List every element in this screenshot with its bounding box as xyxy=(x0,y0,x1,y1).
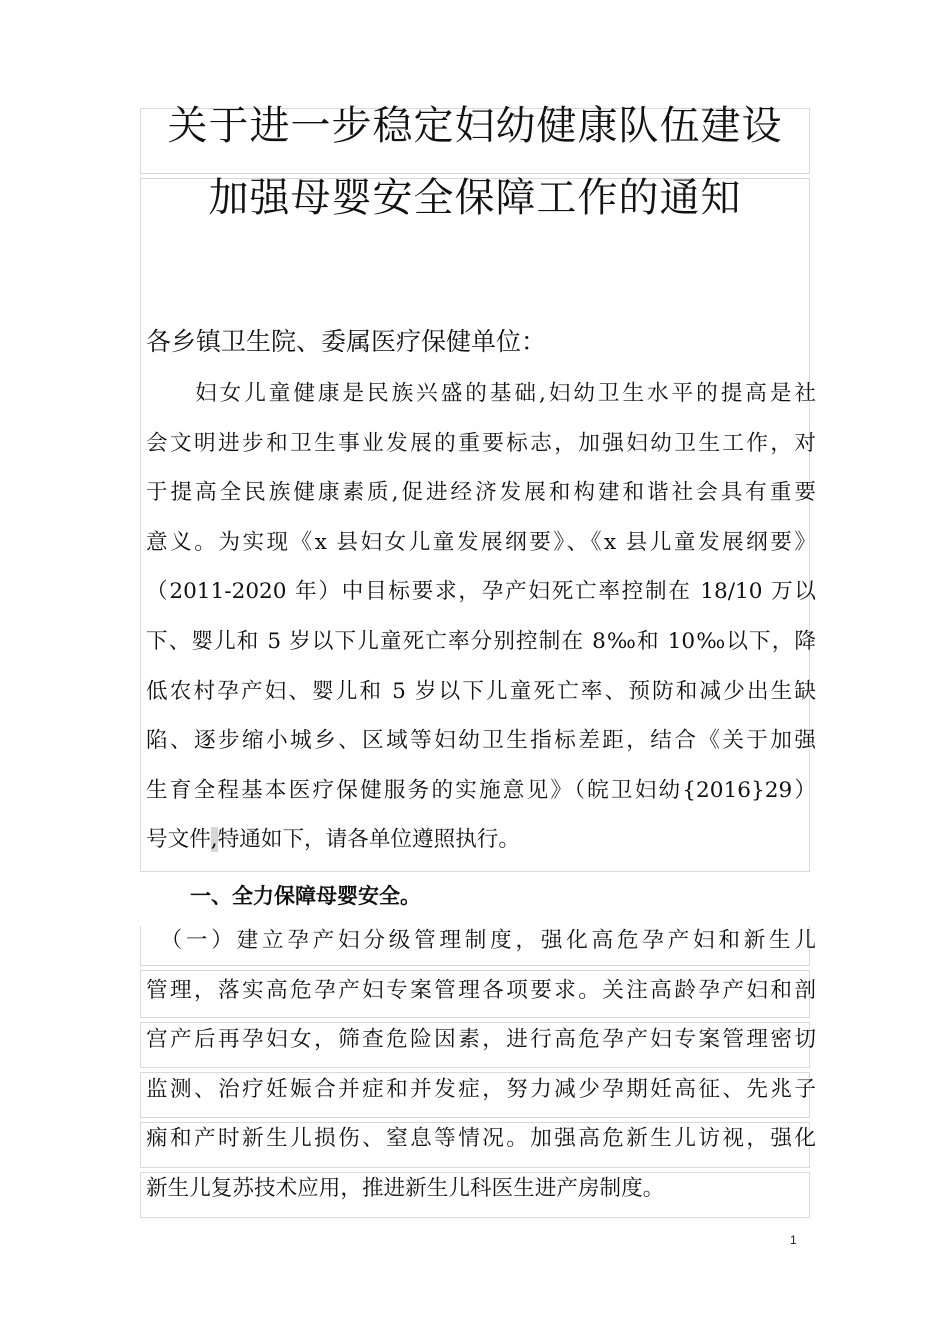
paragraph-line: 低农村孕产妇、婴儿和 5 岁以下儿童死亡率、预防和减少出生缺 xyxy=(146,678,816,704)
paragraph-line: （2011-2020 年）中目标要求，孕产妇死亡率控制在 18/10 万以 xyxy=(146,579,816,605)
paragraph-line: 管理，落实高危孕产妇专案管理各项要求。关注高龄孕产妇和剖 xyxy=(146,977,816,1003)
text-run: 特通如下，请各单位遵照执行。 xyxy=(217,827,520,853)
paragraph-line: 痫和产时新生儿损伤、窒息等情况。加强高危新生儿访视，强化 xyxy=(146,1126,816,1152)
paragraph-line: 意义。为实现《x 县妇女儿童发展纲要》、《x 县儿童发展纲要》 xyxy=(146,529,816,555)
paragraph-line: 陷、逐步缩小城乡、区域等妇幼卫生指标差距，结合《关于加强 xyxy=(146,728,816,754)
document-title-line-2: 加强母婴安全保障工作的通知 xyxy=(208,175,742,221)
paragraph-line: 生育全程基本医疗保健服务的实施意见》（皖卫妇幼{2016}29） xyxy=(146,777,816,803)
paragraph-line: 会文明进步和卫生事业发展的重要标志，加强妇幼卫生工作，对 xyxy=(146,430,816,456)
section-1-paragraph xyxy=(146,916,816,1214)
text-run: 号文件 xyxy=(146,827,211,853)
paragraph-line: 下、婴儿和 5 岁以下儿童死亡率分别控制在 8‰和 10‰以下，降 xyxy=(146,628,816,654)
paragraph-line: 于提高全民族健康素质,促进经济发展和构建和谐社会具有重要 xyxy=(146,480,816,506)
document-title-line-1: 关于进一步稳定妇幼健康队伍建设 xyxy=(167,103,783,149)
intro-paragraph xyxy=(146,369,816,865)
paragraph-line-last: 新生儿复苏技术应用，推进新生儿科医生进产房制度。 xyxy=(146,1175,665,1201)
selected-text[interactable]: , xyxy=(210,827,218,853)
paragraph-line-last xyxy=(146,815,816,865)
salutation: 各乡镇卫生院、委属医疗保健单位： xyxy=(146,327,547,356)
paragraph-line: 监测、治疗妊娠合并症和并发症，努力减少孕期妊高征、先兆子 xyxy=(146,1076,816,1102)
page-number: 1 xyxy=(790,1233,797,1247)
section-1-heading: 一、全力保障母婴安全。 xyxy=(190,884,421,908)
paragraph-line: （一）建立孕产妇分级管理制度，强化高危孕产妇和新生儿 xyxy=(146,928,816,953)
paragraph-line: 宫产后再孕妇女，筛查危险因素，进行高危孕产妇专案管理密切 xyxy=(146,1027,816,1053)
paragraph-line: 妇女儿童健康是民族兴盛的基础,妇幼卫生水平的提高是社 xyxy=(146,381,816,406)
